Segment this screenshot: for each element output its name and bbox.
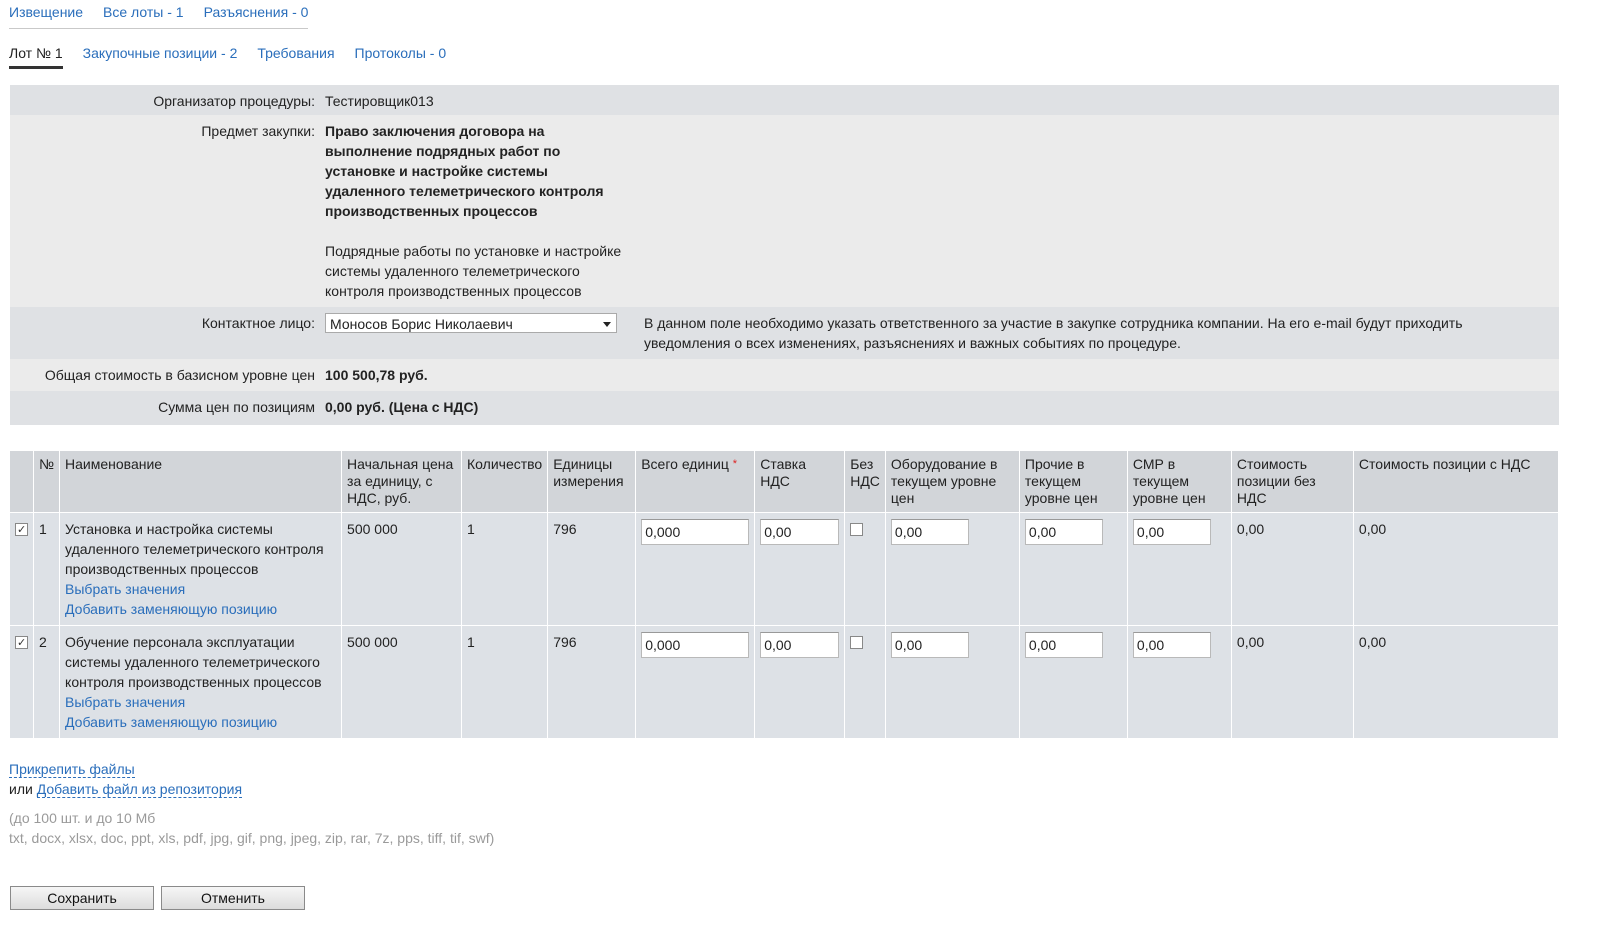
col-units: Единицы измерения (548, 451, 636, 513)
lot-info-table (10, 85, 1559, 425)
file-limit-note: (до 100 шт. и до 10 Мб (9, 810, 156, 826)
col-start-price: Начальная цена за единицу, с НДС, руб. (342, 451, 462, 513)
add-replacement-link[interactable]: Добавить заменяющую позицию (65, 601, 278, 617)
row-checkbox[interactable] (15, 636, 28, 649)
contact-label: Контактное лицо: (10, 307, 325, 359)
smr-input[interactable]: 0,00 (1133, 519, 1211, 545)
row-name-cell (60, 626, 342, 739)
other-input[interactable]: 0,00 (1025, 632, 1103, 658)
vat-rate-input[interactable]: 0,00 (760, 519, 839, 545)
row-select-cell (10, 626, 34, 739)
equipment-input[interactable]: 0,00 (891, 632, 969, 658)
add-replacement-link[interactable]: Добавить заменяющую позицию (65, 714, 278, 730)
select-values-link[interactable]: Выбрать значения (65, 581, 186, 597)
subject-cell (325, 115, 630, 307)
row-select-cell (10, 513, 34, 626)
col-quantity: Количество (462, 451, 548, 513)
tab-lot-1[interactable]: Лот № 1 (9, 45, 63, 69)
positions-table (10, 451, 1559, 738)
table-row (10, 626, 1559, 739)
total-cost-label: Общая стоимость в базисном уровне цен (44, 367, 315, 383)
col-num: № (34, 451, 60, 513)
vat-rate-input[interactable]: 0,00 (760, 632, 839, 658)
col-smr: СМР в текущем уровне цен (1127, 451, 1231, 513)
or-text: или (9, 781, 33, 797)
smr-input[interactable]: 0,00 (1133, 632, 1211, 658)
contact-cell (325, 307, 630, 359)
col-name: Наименование (60, 451, 342, 513)
tab-purchase-positions[interactable]: Закупочные позиции - 2 (82, 45, 238, 61)
contact-person-value: Моносов Борис Николаевич (330, 316, 513, 332)
col-other: Прочие в текущем уровне цен (1019, 451, 1127, 513)
table-row (10, 513, 1559, 626)
add-from-repository-link[interactable]: Добавить файл из репозитория (36, 781, 243, 797)
row-units: 796 (548, 513, 636, 626)
row-quantity: 1 (462, 513, 548, 626)
total-units-input[interactable]: 0,000 (641, 519, 749, 545)
col-cost-no-vat: Стоимость позиции без НДС (1231, 451, 1353, 513)
subject-title: Право заключения договора на выполнение подрядных работ по установке и настройке системы удаленного телеметрического контроля производственных процессов (325, 123, 604, 219)
contact-person-select[interactable] (325, 313, 617, 333)
form-actions (10, 886, 305, 910)
no-vat-checkbox[interactable] (850, 523, 863, 536)
col-equipment: Оборудование в текущем уровне цен (885, 451, 1019, 513)
subject-label: Предмет закупки: (201, 123, 315, 139)
sum-label: Сумма цен по позициям (10, 391, 325, 425)
tab-requirements[interactable]: Требования (257, 45, 335, 61)
contact-hint: В данном поле необходимо указать ответственного за участие в закупке сотрудника компании. На его e-mail будут приходить уведомления о всех изменениях, разъяснениях и важных событиях по процедуре. (630, 307, 1559, 359)
tab-all-lots[interactable]: Все лоты - 1 (103, 4, 184, 20)
sum-value: 0,00 руб. (Цена с НДС) (325, 391, 1559, 425)
equipment-input[interactable]: 0,00 (891, 519, 969, 545)
col-no-vat: Без НДС (845, 451, 886, 513)
row-quantity: 1 (462, 626, 548, 739)
row-cost-vat: 0,00 (1353, 626, 1558, 739)
tab-protocols[interactable]: Протоколы - 0 (354, 45, 447, 61)
row-cost-vat: 0,00 (1353, 513, 1558, 626)
required-mark: * (732, 458, 738, 470)
other-input[interactable]: 0,00 (1025, 519, 1103, 545)
table-header-row (10, 451, 1559, 513)
total-cost-value: 100 500,78 руб. (325, 367, 428, 383)
file-formats-note: txt, docx, xlsx, doc, ppt, xls, pdf, jpg, gif, png, jpeg, zip, rar, 7z, pps, tiff, tif, swf) (9, 830, 495, 846)
row-cost-no-vat: 0,00 (1231, 626, 1353, 739)
row-units: 796 (548, 626, 636, 739)
row-name: Установка и настройка системы удаленного телеметрического контроля производственных процессов (65, 521, 324, 577)
lot-tabs (9, 45, 446, 69)
col-vat-rate: Ставка НДС (755, 451, 845, 513)
top-tabs (9, 4, 308, 29)
attach-files-link[interactable]: Прикрепить файлы (9, 761, 135, 777)
col-select (10, 451, 34, 513)
col-total-units: Всего единиц * (636, 451, 755, 513)
total-units-input[interactable]: 0,000 (641, 632, 749, 658)
subject-description: Подрядные работы по установке и настройке системы удаленного телеметрического контроля производственных процессов (325, 243, 622, 299)
row-name-cell (60, 513, 342, 626)
row-start-price: 500 000 (342, 513, 462, 626)
row-start-price: 500 000 (342, 626, 462, 739)
select-values-link[interactable]: Выбрать значения (65, 694, 186, 710)
row-name: Обучение персонала эксплуатации системы удаленного телеметрического контроля производственных процессов (65, 634, 322, 690)
save-button[interactable]: Сохранить (10, 886, 154, 910)
tab-notice[interactable]: Извещение (9, 4, 84, 20)
dropdown-arrow-icon (603, 322, 611, 327)
row-num: 1 (34, 513, 60, 626)
row-checkbox[interactable] (15, 523, 28, 536)
organizer-label: Организатор процедуры: (10, 85, 325, 115)
no-vat-checkbox[interactable] (850, 636, 863, 649)
row-num: 2 (34, 626, 60, 739)
col-cost-vat: Стоимость позиции с НДС (1353, 451, 1558, 513)
organizer-value: Тестировщик013 (325, 85, 1559, 115)
tab-clarifications[interactable]: Разъяснения - 0 (203, 4, 309, 20)
row-cost-no-vat: 0,00 (1231, 513, 1353, 626)
attachments-section (9, 759, 494, 848)
cancel-button[interactable]: Отменить (161, 886, 305, 910)
